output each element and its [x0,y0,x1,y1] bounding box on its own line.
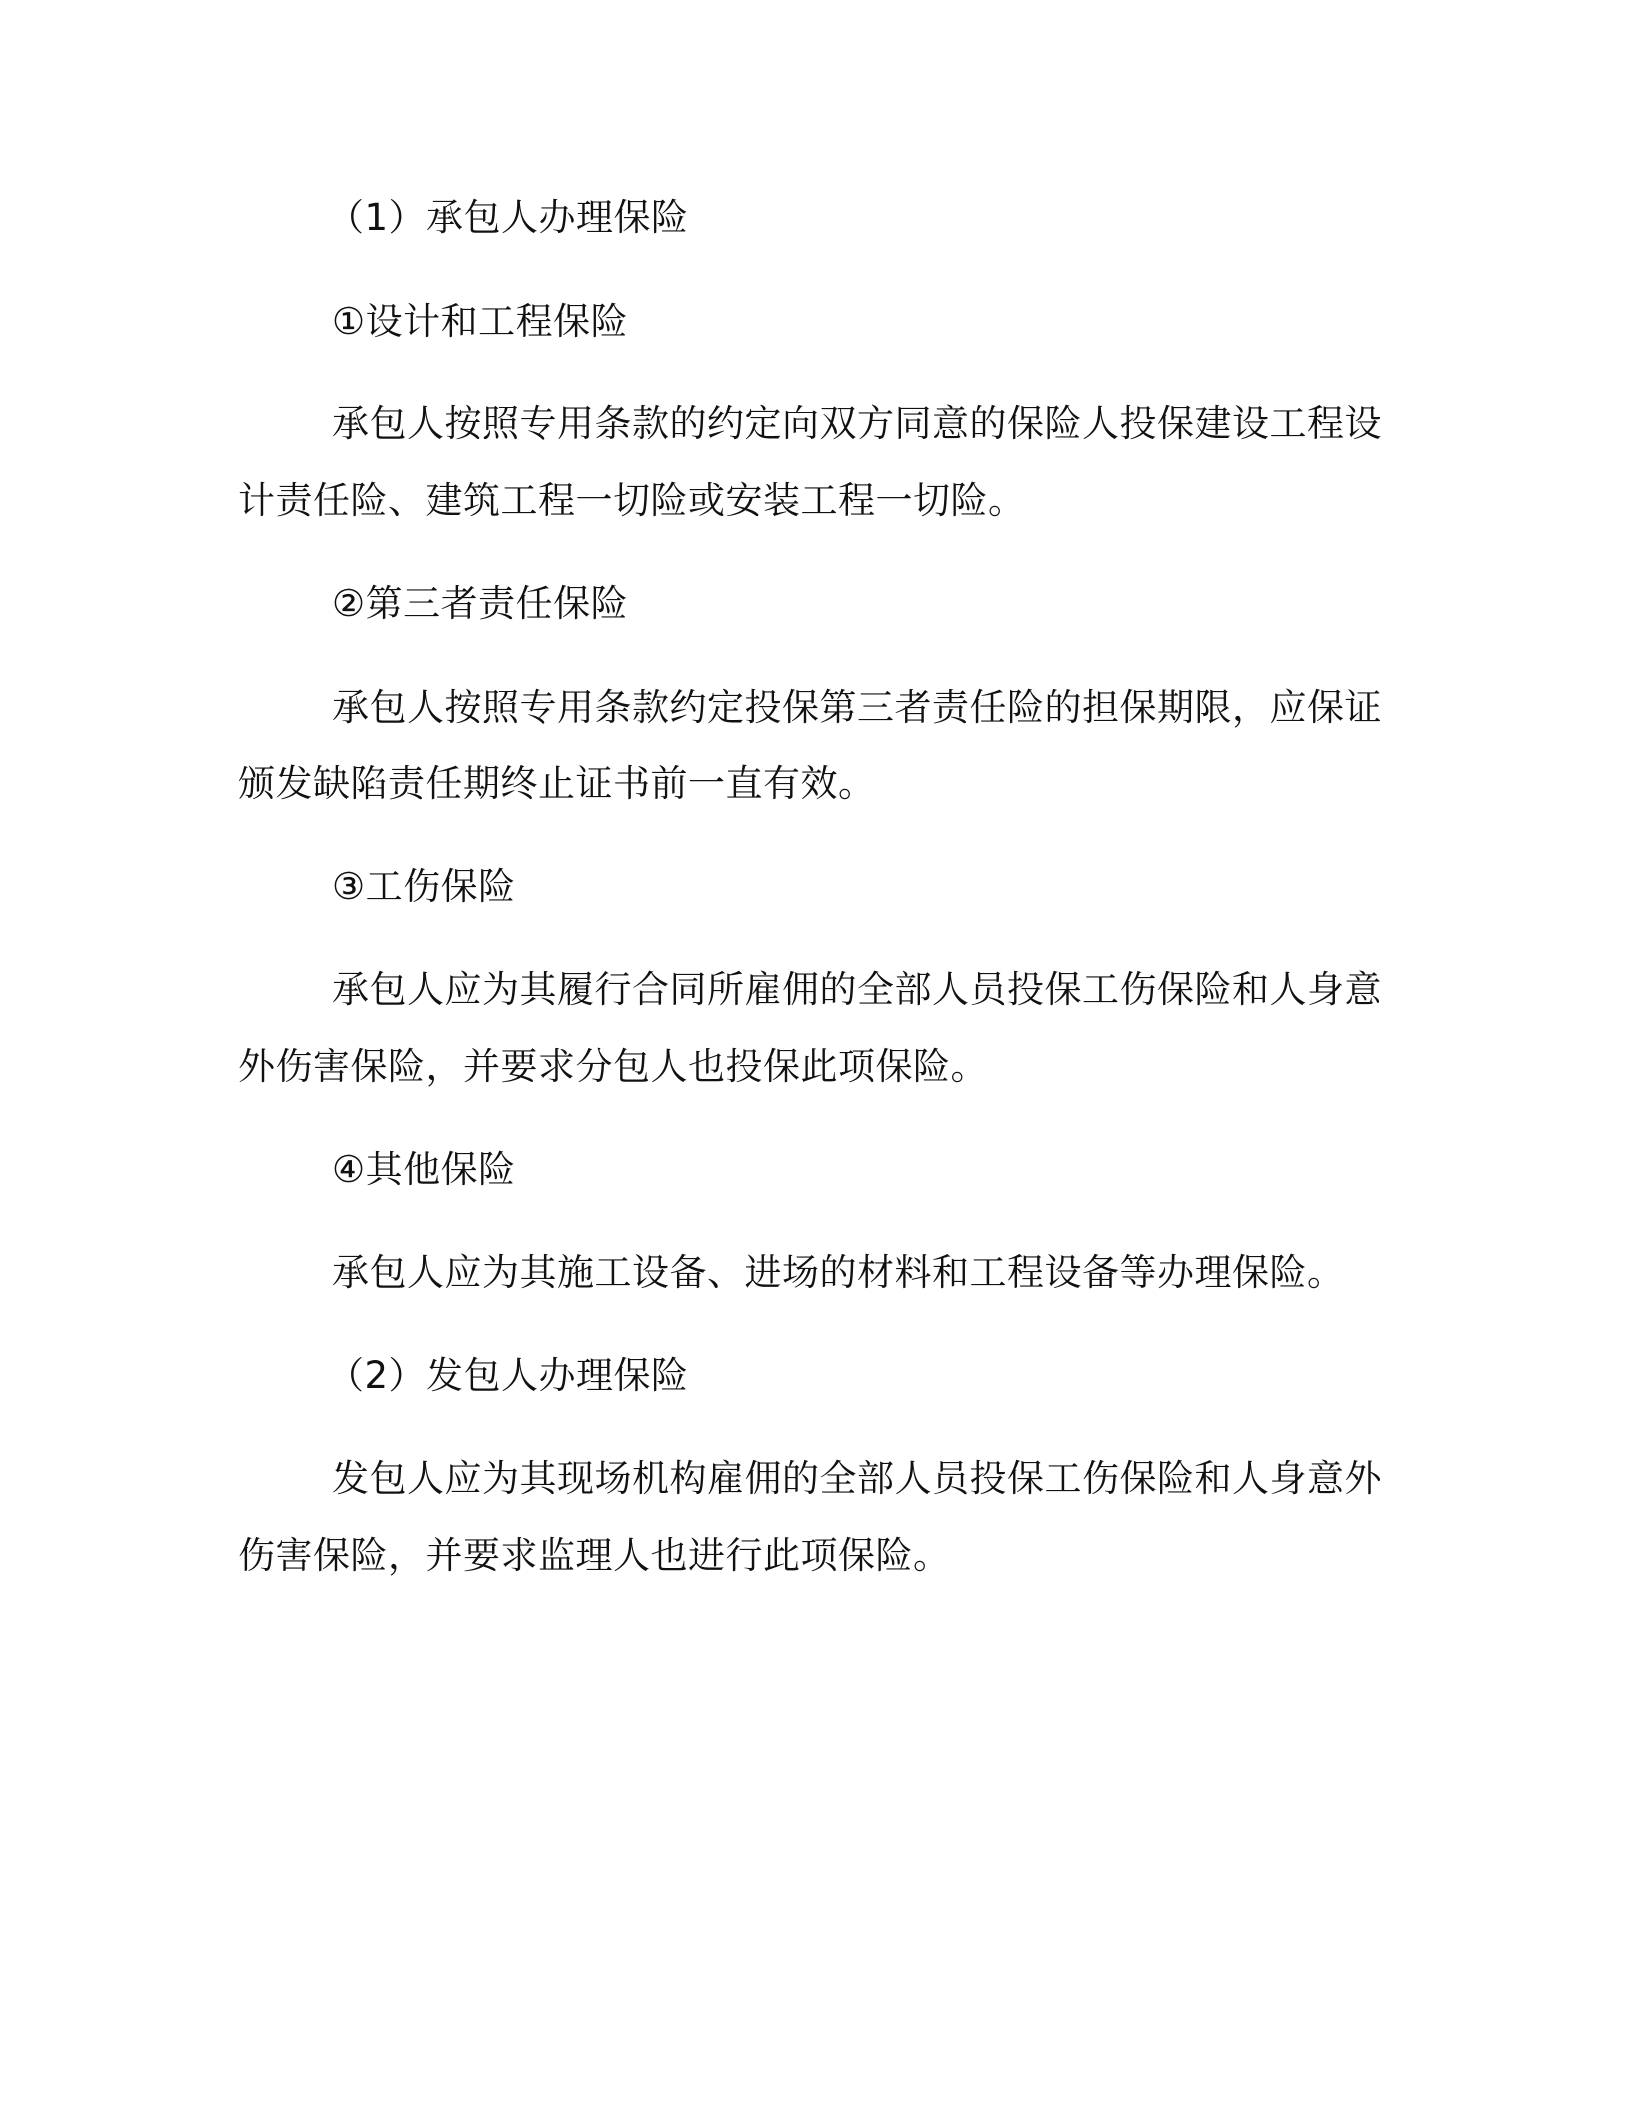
paragraph-work-injury-line-1: 承包人应为其履行合同所雇佣的全部人员投保工伤保险和人身意 [332,968,1382,1011]
paragraph-design-engineering-line-2: 计责任险、建筑工程一切险或安装工程一切险。 [238,479,1026,522]
paragraph-design-engineering-line-1: 承包人按照专用条款的约定向双方同意的保险人投保建设工程设 [332,402,1382,445]
subheading-third-party-liability: ②第三者责任保险 [332,582,629,625]
subheading-design-engineering-insurance: ①设计和工程保险 [332,300,629,343]
section-heading-contractor-insurance: （1）承包人办理保险 [327,196,689,239]
subheading-work-injury-insurance: ③工伤保险 [332,865,516,908]
paragraph-third-party-line-2: 颁发缺陷责任期终止证书前一直有效。 [238,762,876,805]
paragraph-work-injury-line-2: 外伤害保险，并要求分包人也投保此项保险。 [238,1045,988,1088]
paragraph-other-insurance: 承包人应为其施工设备、进场的材料和工程设备等办理保险。 [332,1251,1345,1294]
section-heading-employer-insurance: （2）发包人办理保险 [327,1354,689,1397]
subheading-other-insurance: ④其他保险 [332,1148,516,1191]
paragraph-employer-insurance-line-1: 发包人应为其现场机构雇佣的全部人员投保工伤保险和人身意外 [332,1457,1382,1500]
paragraph-employer-insurance-line-2: 伤害保险，并要求监理人也进行此项保险。 [238,1534,951,1577]
paragraph-third-party-line-1: 承包人按照专用条款约定投保第三者责任险的担保期限，应保证 [332,686,1382,729]
